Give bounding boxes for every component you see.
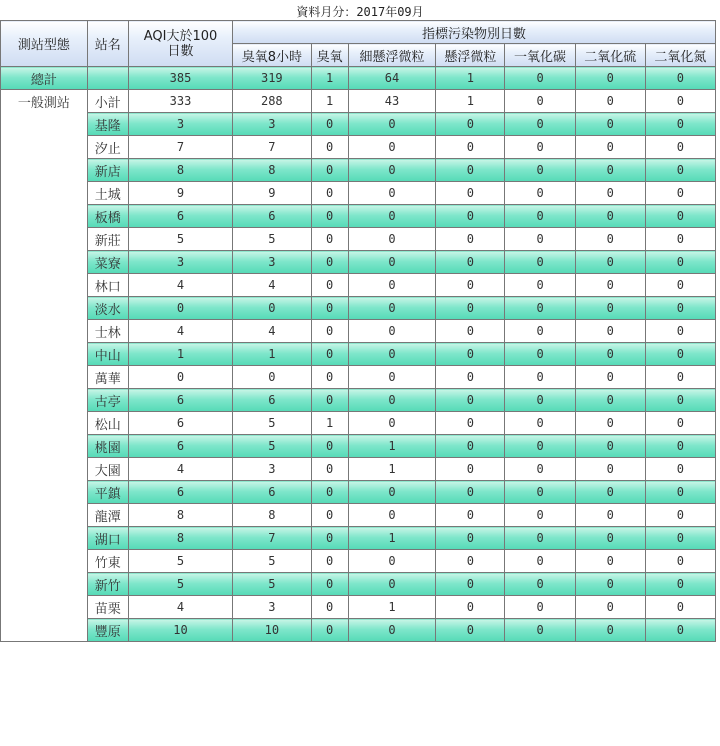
pollutant-days-cell: 0 xyxy=(645,573,715,596)
pollutant-days-cell: 0 xyxy=(505,366,575,389)
table-row xyxy=(1,573,716,596)
table-row xyxy=(1,113,716,136)
pollutant-days-cell: 0 xyxy=(645,228,715,251)
pollutant-days-cell: 0 xyxy=(575,251,645,274)
pollutant-days-cell: 0 xyxy=(311,136,348,159)
pollutant-days-cell: 3 xyxy=(233,596,311,619)
pollutant-days-cell: 0 xyxy=(505,596,575,619)
pollutant-days-cell: 0 xyxy=(645,274,715,297)
table-row xyxy=(1,596,716,619)
header-pollutant: 細懸浮微粒 xyxy=(348,44,436,67)
pollutant-days-cell: 0 xyxy=(575,504,645,527)
station-cell: 大園 xyxy=(87,458,128,481)
station-cell: 古亭 xyxy=(87,389,128,412)
station-cell: 湖口 xyxy=(87,527,128,550)
station-cell: 林口 xyxy=(87,274,128,297)
pollutant-days-cell: 0 xyxy=(348,320,436,343)
pollutant-days-cell: 0 xyxy=(575,113,645,136)
pollutant-days-cell: 0 xyxy=(505,458,575,481)
pollutant-days-cell: 1 xyxy=(436,67,505,90)
pollutant-days-cell: 0 xyxy=(436,274,505,297)
aqi-days-cell: 6 xyxy=(128,481,232,504)
pollutant-days-cell: 0 xyxy=(436,389,505,412)
aqi-days-cell: 3 xyxy=(128,113,232,136)
pollutant-days-cell: 0 xyxy=(575,550,645,573)
pollutant-days-cell: 0 xyxy=(575,90,645,113)
pollutant-days-cell: 0 xyxy=(348,113,436,136)
station-cell: 汐止 xyxy=(87,136,128,159)
aqi-days-cell: 9 xyxy=(128,182,232,205)
pollutant-days-cell: 0 xyxy=(645,297,715,320)
table-row xyxy=(1,67,716,90)
header-pollutant: 懸浮微粒 xyxy=(436,44,505,67)
station-cell: 小計 xyxy=(87,90,128,113)
table-row xyxy=(1,389,716,412)
header-pollutant-group: 指標污染物別日數 xyxy=(233,21,716,44)
pollutant-days-cell: 5 xyxy=(233,435,311,458)
pollutant-days-cell: 0 xyxy=(436,573,505,596)
pollutant-days-cell: 319 xyxy=(233,67,311,90)
pollutant-days-cell: 0 xyxy=(575,297,645,320)
aqi-days-cell: 4 xyxy=(128,274,232,297)
pollutant-days-cell: 5 xyxy=(233,550,311,573)
pollutant-days-cell: 4 xyxy=(233,274,311,297)
table-row xyxy=(1,159,716,182)
aqi-days-cell: 6 xyxy=(128,412,232,435)
pollutant-days-cell: 1 xyxy=(436,90,505,113)
station-cell: 板橋 xyxy=(87,205,128,228)
pollutant-days-cell: 0 xyxy=(505,182,575,205)
pollutant-days-cell: 0 xyxy=(575,159,645,182)
pollutant-days-cell: 0 xyxy=(505,136,575,159)
pollutant-days-cell: 0 xyxy=(645,90,715,113)
header-pollutant: 一氧化碳 xyxy=(505,44,575,67)
pollutant-days-cell: 0 xyxy=(311,481,348,504)
station-cell: 松山 xyxy=(87,412,128,435)
pollutant-days-cell: 0 xyxy=(575,136,645,159)
pollutant-days-cell: 7 xyxy=(233,136,311,159)
pollutant-days-cell: 0 xyxy=(311,297,348,320)
station-cell: 萬華 xyxy=(87,366,128,389)
pollutant-days-cell: 0 xyxy=(436,136,505,159)
pollutant-days-cell: 0 xyxy=(348,343,436,366)
pollutant-days-cell: 1 xyxy=(348,458,436,481)
station-cell: 士林 xyxy=(87,320,128,343)
pollutant-days-cell: 0 xyxy=(311,228,348,251)
pollutant-days-cell: 0 xyxy=(233,366,311,389)
category-cell: 總計 xyxy=(1,67,88,90)
pollutant-days-cell: 0 xyxy=(645,596,715,619)
pollutant-days-cell: 5 xyxy=(233,412,311,435)
table-row xyxy=(1,504,716,527)
pollutant-days-cell: 0 xyxy=(505,274,575,297)
aqi-days-cell: 4 xyxy=(128,320,232,343)
pollutant-days-cell: 0 xyxy=(575,343,645,366)
pollutant-days-cell: 0 xyxy=(575,412,645,435)
station-cell: 竹東 xyxy=(87,550,128,573)
aqi-days-cell: 4 xyxy=(128,458,232,481)
pollutant-days-cell: 0 xyxy=(436,366,505,389)
pollutant-days-cell: 0 xyxy=(505,205,575,228)
pollutant-days-cell: 1 xyxy=(348,527,436,550)
pollutant-days-cell: 0 xyxy=(311,389,348,412)
pollutant-days-cell: 0 xyxy=(505,251,575,274)
table-row xyxy=(1,366,716,389)
pollutant-days-cell: 6 xyxy=(233,481,311,504)
pollutant-days-cell: 0 xyxy=(645,550,715,573)
table-row xyxy=(1,251,716,274)
category-cell: 一般測站 xyxy=(1,90,88,642)
pollutant-days-cell: 0 xyxy=(645,435,715,458)
pollutant-days-cell: 0 xyxy=(505,90,575,113)
pollutant-days-cell: 0 xyxy=(436,113,505,136)
pollutant-days-cell: 0 xyxy=(348,573,436,596)
pollutant-days-cell: 0 xyxy=(311,159,348,182)
pollutant-days-cell: 0 xyxy=(575,573,645,596)
table-row xyxy=(1,458,716,481)
pollutant-days-cell: 0 xyxy=(233,297,311,320)
aqi-days-cell: 6 xyxy=(128,435,232,458)
table-row xyxy=(1,481,716,504)
pollutant-days-cell: 0 xyxy=(505,389,575,412)
pollutant-days-cell: 0 xyxy=(645,205,715,228)
pollutant-days-cell: 0 xyxy=(645,481,715,504)
station-cell: 新莊 xyxy=(87,228,128,251)
pollutant-days-cell: 0 xyxy=(436,182,505,205)
aqi-days-cell: 3 xyxy=(128,251,232,274)
header-pollutant: 臭氧8小時 xyxy=(233,44,311,67)
pollutant-days-cell: 0 xyxy=(575,596,645,619)
pollutant-days-cell: 0 xyxy=(436,435,505,458)
header-pollutant: 二氧化硫 xyxy=(575,44,645,67)
pollutant-days-cell: 0 xyxy=(645,136,715,159)
pollutant-days-cell: 0 xyxy=(436,297,505,320)
aqi-days-cell: 7 xyxy=(128,136,232,159)
pollutant-days-cell: 0 xyxy=(645,159,715,182)
table-row xyxy=(1,182,716,205)
pollutant-days-cell: 0 xyxy=(575,320,645,343)
station-cell: 苗栗 xyxy=(87,596,128,619)
aqi-days-cell: 0 xyxy=(128,297,232,320)
table-row xyxy=(1,228,716,251)
pollutant-days-cell: 0 xyxy=(436,412,505,435)
pollutant-days-cell: 0 xyxy=(505,573,575,596)
pollutant-days-cell: 0 xyxy=(311,573,348,596)
station-cell: 淡水 xyxy=(87,297,128,320)
station-cell: 新店 xyxy=(87,159,128,182)
pollutant-days-cell: 1 xyxy=(311,90,348,113)
pollutant-days-cell: 0 xyxy=(645,320,715,343)
pollutant-days-cell: 0 xyxy=(575,389,645,412)
pollutant-days-cell: 0 xyxy=(348,366,436,389)
pollutant-days-cell: 0 xyxy=(575,619,645,642)
header-pollutant: 二氧化氮 xyxy=(645,44,715,67)
pollutant-days-cell: 0 xyxy=(311,320,348,343)
pollutant-days-cell: 0 xyxy=(348,481,436,504)
pollutant-days-cell: 0 xyxy=(645,389,715,412)
pollutant-days-cell: 0 xyxy=(575,481,645,504)
pollutant-days-cell: 0 xyxy=(348,228,436,251)
pollutant-days-cell: 0 xyxy=(436,251,505,274)
pollutant-days-cell: 0 xyxy=(645,527,715,550)
pollutant-days-cell: 0 xyxy=(645,458,715,481)
aqi-days-cell: 8 xyxy=(128,527,232,550)
station-cell: 豐原 xyxy=(87,619,128,642)
pollutant-days-cell: 0 xyxy=(348,550,436,573)
pollutant-days-cell: 8 xyxy=(233,159,311,182)
pollutant-days-cell: 0 xyxy=(645,113,715,136)
pollutant-days-cell: 0 xyxy=(436,320,505,343)
pollutant-days-cell: 0 xyxy=(575,527,645,550)
pollutant-days-cell: 0 xyxy=(311,251,348,274)
header-pollutant: 臭氧 xyxy=(311,44,348,67)
station-cell xyxy=(87,67,128,90)
aqi-days-cell: 10 xyxy=(128,619,232,642)
aqi-days-cell: 333 xyxy=(128,90,232,113)
station-cell: 平鎮 xyxy=(87,481,128,504)
pollutant-days-cell: 0 xyxy=(348,251,436,274)
pollutant-days-cell: 3 xyxy=(233,113,311,136)
pollutant-days-cell: 0 xyxy=(311,366,348,389)
pollutant-days-cell: 0 xyxy=(311,504,348,527)
pollutant-days-cell: 0 xyxy=(311,527,348,550)
station-cell: 新竹 xyxy=(87,573,128,596)
pollutant-days-cell: 1 xyxy=(348,435,436,458)
table-row xyxy=(1,550,716,573)
table-row xyxy=(1,90,716,113)
aqi-days-cell: 1 xyxy=(128,343,232,366)
pollutant-days-cell: 0 xyxy=(645,251,715,274)
aqi-days-cell: 5 xyxy=(128,550,232,573)
pollutant-days-cell: 0 xyxy=(436,527,505,550)
pollutant-days-cell: 0 xyxy=(436,504,505,527)
pollutant-days-cell: 0 xyxy=(348,136,436,159)
aqi-days-cell: 6 xyxy=(128,389,232,412)
station-cell: 中山 xyxy=(87,343,128,366)
pollutant-days-cell: 6 xyxy=(233,389,311,412)
pollutant-days-cell: 0 xyxy=(575,458,645,481)
pollutant-days-cell: 0 xyxy=(348,297,436,320)
pollutant-days-cell: 0 xyxy=(311,596,348,619)
header-aqi-days xyxy=(128,21,232,67)
pollutant-days-cell: 0 xyxy=(505,504,575,527)
pollutant-days-cell: 0 xyxy=(505,113,575,136)
aqi-days-cell: 6 xyxy=(128,205,232,228)
aqi-days-cell: 8 xyxy=(128,159,232,182)
aqi-statistics-table xyxy=(0,20,716,642)
pollutant-days-cell: 0 xyxy=(645,366,715,389)
pollutant-days-cell: 0 xyxy=(645,67,715,90)
pollutant-days-cell: 43 xyxy=(348,90,436,113)
pollutant-days-cell: 0 xyxy=(311,619,348,642)
pollutant-days-cell: 0 xyxy=(575,182,645,205)
pollutant-days-cell: 10 xyxy=(233,619,311,642)
station-cell: 龍潭 xyxy=(87,504,128,527)
pollutant-days-cell: 1 xyxy=(311,67,348,90)
pollutant-days-cell: 0 xyxy=(505,412,575,435)
pollutant-days-cell: 0 xyxy=(505,550,575,573)
pollutant-days-cell: 0 xyxy=(575,274,645,297)
pollutant-days-cell: 1 xyxy=(348,596,436,619)
pollutant-days-cell: 288 xyxy=(233,90,311,113)
aqi-days-cell: 0 xyxy=(128,366,232,389)
table-body xyxy=(1,67,716,642)
pollutant-days-cell: 0 xyxy=(645,343,715,366)
pollutant-days-cell: 0 xyxy=(311,274,348,297)
pollutant-days-cell: 9 xyxy=(233,182,311,205)
pollutant-days-cell: 0 xyxy=(505,320,575,343)
table-row xyxy=(1,136,716,159)
pollutant-days-cell: 0 xyxy=(311,182,348,205)
pollutant-days-cell: 0 xyxy=(348,389,436,412)
pollutant-days-cell: 0 xyxy=(575,205,645,228)
pollutant-days-cell: 0 xyxy=(645,504,715,527)
pollutant-days-cell: 0 xyxy=(505,435,575,458)
aqi-days-cell: 385 xyxy=(128,67,232,90)
pollutant-days-cell: 0 xyxy=(311,550,348,573)
pollutant-days-cell: 0 xyxy=(436,550,505,573)
pollutant-days-cell: 0 xyxy=(311,458,348,481)
pollutant-days-cell: 0 xyxy=(311,205,348,228)
pollutant-days-cell: 0 xyxy=(436,458,505,481)
aqi-days-cell: 5 xyxy=(128,573,232,596)
pollutant-days-cell: 0 xyxy=(348,159,436,182)
pollutant-days-cell: 5 xyxy=(233,573,311,596)
pollutant-days-cell: 3 xyxy=(233,251,311,274)
header-station: 站名 xyxy=(87,21,128,67)
pollutant-days-cell: 0 xyxy=(575,435,645,458)
header-aqi-days-label: AQI大於100日數 xyxy=(143,28,218,59)
pollutant-days-cell: 0 xyxy=(645,182,715,205)
pollutant-days-cell: 0 xyxy=(645,619,715,642)
pollutant-days-cell: 0 xyxy=(348,205,436,228)
pollutant-days-cell: 0 xyxy=(436,343,505,366)
aqi-days-cell: 5 xyxy=(128,228,232,251)
table-row xyxy=(1,297,716,320)
table-row xyxy=(1,412,716,435)
aqi-days-cell: 8 xyxy=(128,504,232,527)
pollutant-days-cell: 0 xyxy=(311,343,348,366)
pollutant-days-cell: 0 xyxy=(505,297,575,320)
table-row xyxy=(1,435,716,458)
pollutant-days-cell: 0 xyxy=(505,481,575,504)
pollutant-days-cell: 0 xyxy=(575,67,645,90)
header-category: 測站型態 xyxy=(1,21,88,67)
pollutant-days-cell: 0 xyxy=(575,366,645,389)
station-cell: 土城 xyxy=(87,182,128,205)
pollutant-days-cell: 0 xyxy=(575,228,645,251)
table-row xyxy=(1,619,716,642)
aqi-days-cell: 4 xyxy=(128,596,232,619)
pollutant-days-cell: 0 xyxy=(505,67,575,90)
pollutant-days-cell: 3 xyxy=(233,458,311,481)
table-row xyxy=(1,527,716,550)
pollutant-days-cell: 4 xyxy=(233,320,311,343)
pollutant-days-cell: 0 xyxy=(311,435,348,458)
pollutant-days-cell: 0 xyxy=(436,159,505,182)
pollutant-days-cell: 0 xyxy=(505,228,575,251)
pollutant-days-cell: 64 xyxy=(348,67,436,90)
pollutant-days-cell: 0 xyxy=(348,182,436,205)
pollutant-days-cell: 7 xyxy=(233,527,311,550)
table-row xyxy=(1,274,716,297)
table-row xyxy=(1,343,716,366)
pollutant-days-cell: 1 xyxy=(233,343,311,366)
pollutant-days-cell: 0 xyxy=(436,205,505,228)
pollutant-days-cell: 0 xyxy=(436,619,505,642)
pollutant-days-cell: 0 xyxy=(505,619,575,642)
pollutant-days-cell: 0 xyxy=(505,343,575,366)
pollutant-days-cell: 0 xyxy=(436,596,505,619)
station-cell: 基隆 xyxy=(87,113,128,136)
pollutant-days-cell: 5 xyxy=(233,228,311,251)
table-caption: 資料月分：2017年09月 xyxy=(296,5,424,19)
table-row xyxy=(1,320,716,343)
station-cell: 菜寮 xyxy=(87,251,128,274)
pollutant-days-cell: 0 xyxy=(348,412,436,435)
pollutant-days-cell: 0 xyxy=(348,619,436,642)
pollutant-days-cell: 0 xyxy=(505,527,575,550)
pollutant-days-cell: 0 xyxy=(311,113,348,136)
pollutant-days-cell: 8 xyxy=(233,504,311,527)
pollutant-days-cell: 0 xyxy=(348,504,436,527)
pollutant-days-cell: 0 xyxy=(505,159,575,182)
pollutant-days-cell: 0 xyxy=(348,274,436,297)
pollutant-days-cell: 6 xyxy=(233,205,311,228)
pollutant-days-cell: 0 xyxy=(436,481,505,504)
pollutant-days-cell: 0 xyxy=(645,412,715,435)
station-cell: 桃園 xyxy=(87,435,128,458)
pollutant-days-cell: 1 xyxy=(311,412,348,435)
pollutant-days-cell: 0 xyxy=(436,228,505,251)
table-row xyxy=(1,205,716,228)
